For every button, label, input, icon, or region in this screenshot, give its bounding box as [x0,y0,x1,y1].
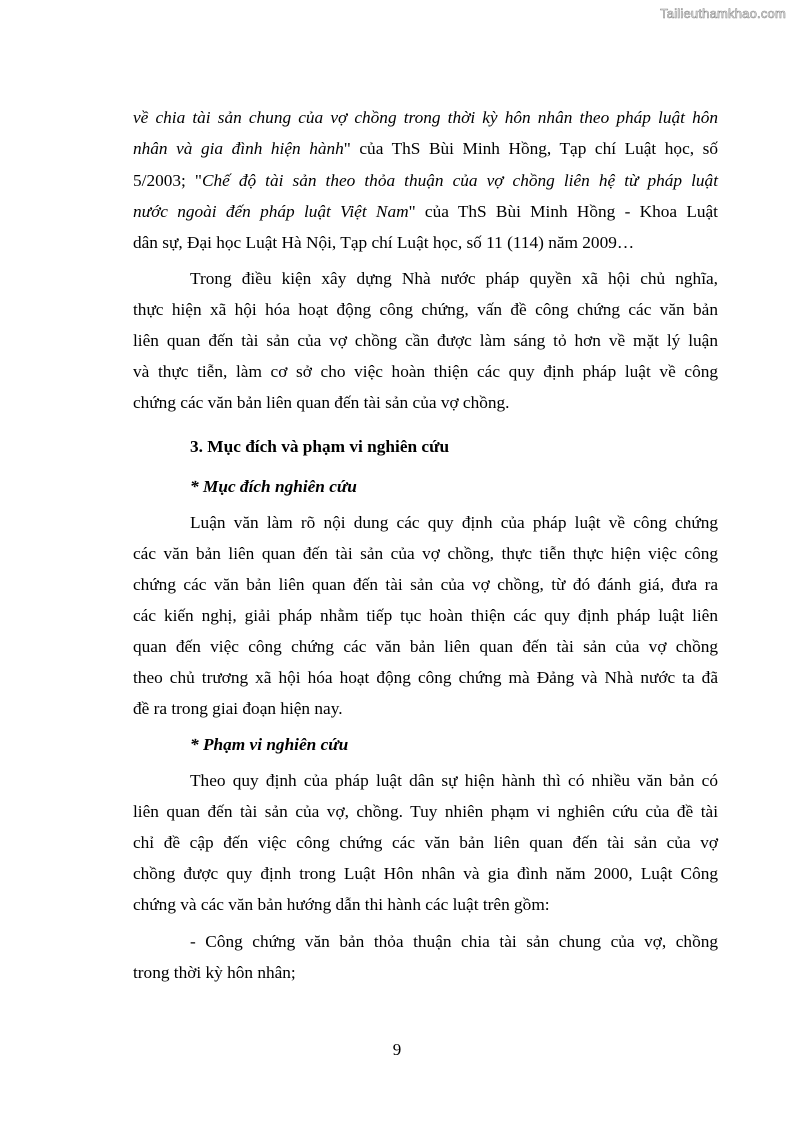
text-segment: chứng các văn bản liên quan đến tài sản của vợ chồng. [133,393,510,412]
text-line [190,932,718,952]
text-segment: Luận văn làm rõ nội dung các quy định của pháp luật về công chứng [190,513,718,532]
text-segment: trong thời kỳ hôn nhân; [133,963,296,982]
text-line [133,833,718,853]
text-segment: Chế độ tài sản theo thỏa thuận của vợ chồng liên hệ từ pháp luật [201,171,719,190]
text-line [133,699,718,719]
text-segment: * Mục đích nghiên cứu [190,477,357,496]
text-segment: nước ngoài đến pháp luật Việt Nam [133,202,409,221]
text-segment: - Công chứng văn bản thỏa thuận chia tài sản chung của vợ, chồng [190,932,718,951]
text-segment: chồng được quy định trong Luật Hôn nhân và gia đình năm 2000, Luật Công [133,864,718,883]
text-segment: các văn bản liên quan đến tài sản của vợ chồng, thực tiễn thực hiện việc công [133,544,718,563]
text-line [190,771,718,791]
text-segment: 5/2003; " [133,171,202,190]
text-line [133,331,718,351]
text-segment: " của ThS Bùi Minh Hồng - Khoa Luật [408,202,718,221]
text-line [190,437,718,457]
text-segment: về chia tài sản chung của vợ chồng trong thời kỳ hôn nhân theo pháp luật hôn [133,108,718,127]
text-segment: quan đến việc công chứng các văn bản liên quan đến tài sản của vợ chồng [133,637,718,656]
text-segment: 3. Mục đích và phạm vi nghiên cứu [190,437,450,456]
text-line [190,735,718,755]
text-line [190,477,718,497]
text-segment: chỉ đề cập đến việc công chứng các văn bản liên quan đến tài sản của vợ [133,833,718,852]
text-line [133,668,718,688]
text-segment: các kiến nghị, giải pháp nhằm tiếp tục hoàn thiện các quy định pháp luật liên [133,606,718,625]
text-segment: Trong điều kiện xây dựng Nhà nước pháp quyền xã hội chủ nghĩa, [190,269,718,288]
page-number: 9 [392,1040,402,1059]
text-segment: đề ra trong giai đoạn hiện nay. [133,699,343,718]
text-line [190,269,718,289]
text-line [133,362,718,382]
text-line [133,202,718,222]
text-segment: " của ThS Bùi Minh Hồng, Tạp chí Luật học, số [343,139,718,158]
text-segment: liên quan đến tài sản của vợ, chồng. Tuy nhiên phạm vi nghiên cứu của đề tài [133,802,718,821]
watermark: Tailieuthamkhao.com [660,6,786,21]
text-line [133,802,718,822]
text-line [133,575,718,595]
text-line [133,606,718,626]
text-line [133,233,718,253]
text-line [133,895,718,915]
text-line [133,139,718,159]
text-line [133,637,718,657]
text-segment: theo chủ trương xã hội hóa hoạt động công chứng mà Đảng và Nhà nước ta đã [133,668,718,687]
text-segment: dân sự, Đại học Luật Hà Nội, Tạp chí Luật học, số 11 (114) năm 2009… [133,233,635,252]
text-line [133,864,718,884]
text-segment: Theo quy định của pháp luật dân sự hiện hành thì có nhiều văn bản có [190,771,718,790]
text-segment: và thực tiễn, làm cơ sở cho việc hoàn thiện các quy định pháp luật về công [133,362,718,381]
text-segment: liên quan đến tài sản của vợ chồng cần được làm sáng tỏ hơn về mặt lý luận [133,331,718,350]
text-segment: chứng và các văn bản hướng dẫn thi hành các luật trên gồm: [133,895,550,914]
text-line [133,393,718,413]
text-segment: * Phạm vi nghiên cứu [190,735,349,754]
text-line [133,963,718,983]
text-line [133,544,718,564]
text-segment: nhân và gia đình hiện hành [133,139,344,158]
text-line [133,171,718,191]
text-segment: chứng các văn bản liên quan đến tài sản của vợ chồng, từ đó đánh giá, đưa ra [133,575,718,594]
text-line [190,513,718,533]
text-line [133,300,718,320]
text-line [133,108,718,128]
text-segment: thực hiện xã hội hóa hoạt động công chứng, vấn đề công chứng các văn bản [133,300,718,319]
